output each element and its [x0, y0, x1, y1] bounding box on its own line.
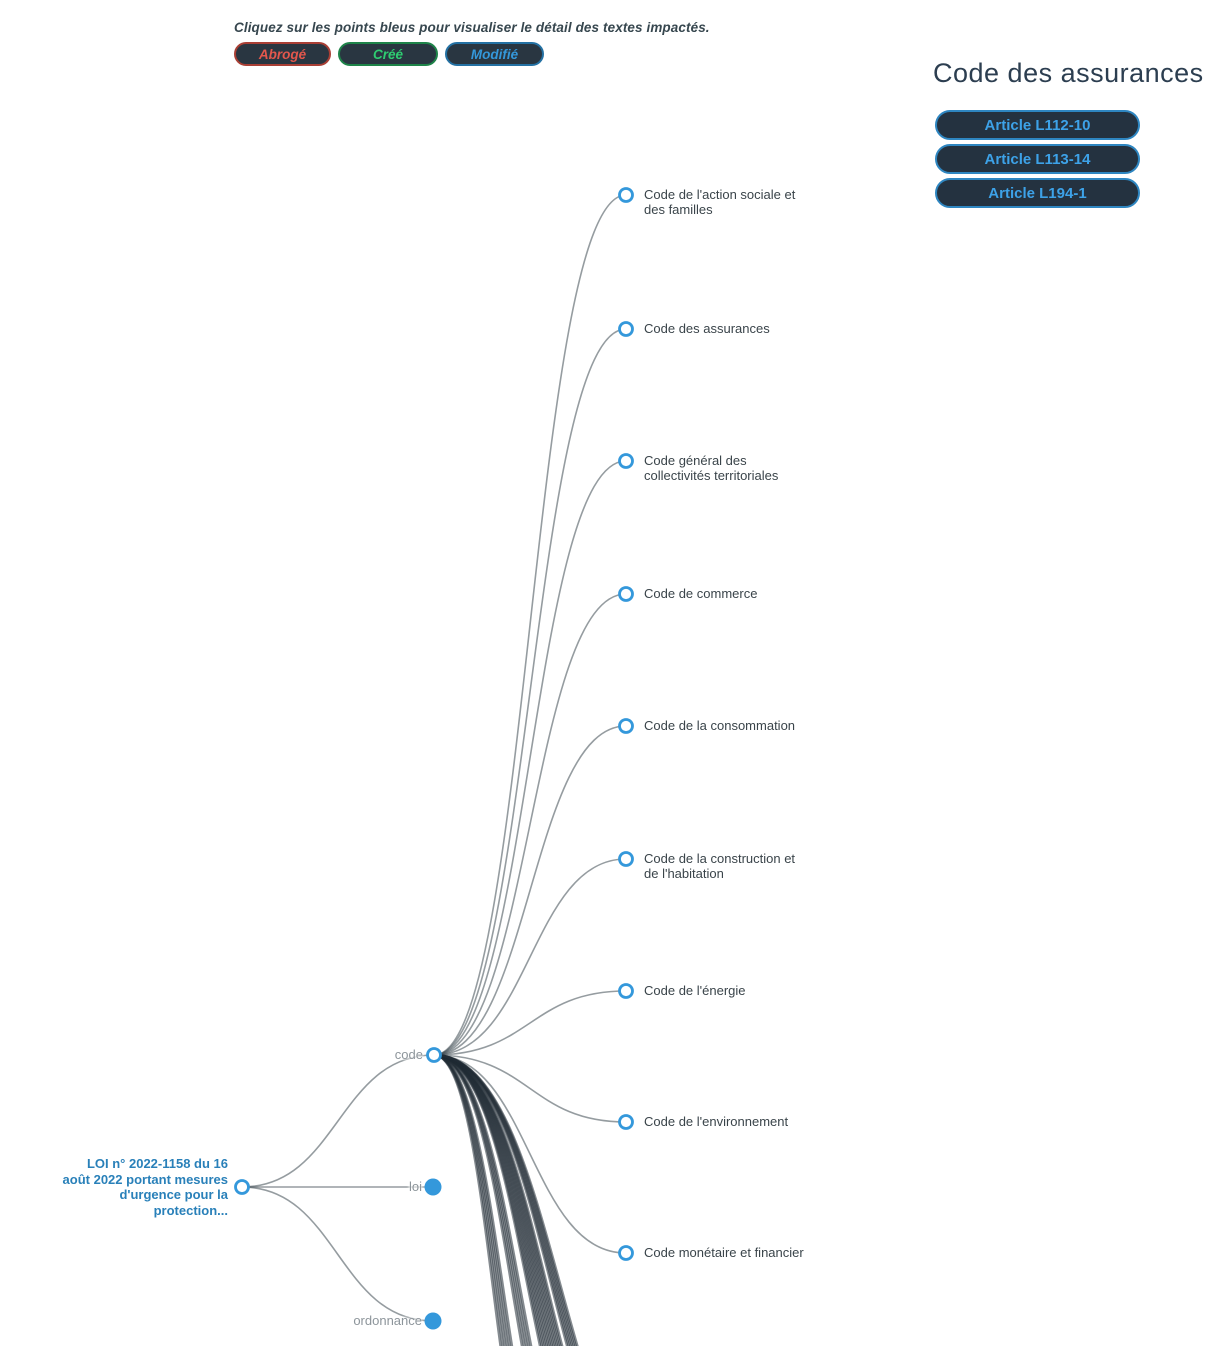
- leaf-label-line: Code monétaire et financier: [644, 1245, 804, 1260]
- legend-pill-2[interactable]: Modifié: [445, 42, 544, 66]
- leaf-label-line: de l'habitation: [644, 866, 724, 881]
- branch-label-loi: loi: [408, 1179, 422, 1194]
- tree-edge: [434, 195, 626, 1055]
- leaf-label-line: des familles: [644, 202, 713, 217]
- leaf-label-line: Code de l'environnement: [644, 1114, 789, 1129]
- tree-node-loi[interactable]: [425, 1179, 442, 1196]
- leaf-label-line: Code des assurances: [644, 321, 770, 336]
- nodes-layer: [236, 189, 633, 1330]
- tree-leaf-node-2[interactable]: [620, 455, 633, 468]
- tree-edge: [242, 1187, 433, 1321]
- leaf-label-line: Code de l'énergie: [644, 983, 746, 998]
- leaf-label-line: Code de la consommation: [644, 718, 796, 733]
- root-label-line: d'urgence pour la: [119, 1187, 228, 1202]
- tree-edge: [434, 461, 626, 1055]
- tree-leaf-node-6[interactable]: [620, 985, 633, 998]
- tree-leaf-node-5[interactable]: [620, 853, 633, 866]
- branch-label-code: code: [394, 1047, 423, 1062]
- tree-leaf-node-3[interactable]: [620, 588, 633, 601]
- tree-edge: [434, 329, 626, 1055]
- tree-leaf-node-8[interactable]: [620, 1247, 633, 1260]
- tree-node-code[interactable]: [428, 1049, 441, 1062]
- tree-leaf-node-0[interactable]: [620, 189, 633, 202]
- edges-layer: [242, 195, 626, 1321]
- tree-edge: [434, 726, 626, 1055]
- leaf-label-line: Code de l'action sociale et: [644, 187, 796, 202]
- leaf-label-line: Code de commerce: [644, 586, 758, 601]
- root-label-line: protection...: [153, 1202, 228, 1218]
- legend-pill-0[interactable]: Abrogé: [234, 42, 331, 66]
- instruction-text: Cliquez sur les points bleus pour visualiser le détail des textes impactés.: [234, 20, 710, 35]
- branch-label-ordonnance: ordonnance: [353, 1313, 422, 1328]
- leaf-label-line: collectivités territoriales: [644, 468, 779, 483]
- article-button[interactable]: Article L112-10: [935, 110, 1140, 140]
- leaf-label-line: Code de la construction et: [644, 851, 796, 866]
- tree-node-root[interactable]: [236, 1181, 249, 1194]
- tree-leaf-node-1[interactable]: [620, 323, 633, 336]
- article-button[interactable]: Article L194-1: [935, 178, 1140, 208]
- root-label-line: LOI n° 2022-1158 du 16: [86, 1156, 228, 1171]
- tree-edge: [242, 1055, 434, 1187]
- tree-node-ordonnance[interactable]: [425, 1313, 442, 1330]
- root-label-line: août 2022 portant mesures: [62, 1171, 228, 1187]
- tree-edge: [434, 594, 626, 1055]
- leaf-label-line: Code général des: [644, 453, 747, 468]
- tree-leaf-node-7[interactable]: [620, 1116, 633, 1129]
- legend-pill-1[interactable]: Créé: [338, 42, 438, 66]
- panel-title: Code des assurances: [933, 58, 1204, 88]
- article-button[interactable]: Article L113-14: [935, 144, 1140, 174]
- tree-leaf-node-4[interactable]: [620, 720, 633, 733]
- bundle-edges-layer: [434, 1055, 688, 1346]
